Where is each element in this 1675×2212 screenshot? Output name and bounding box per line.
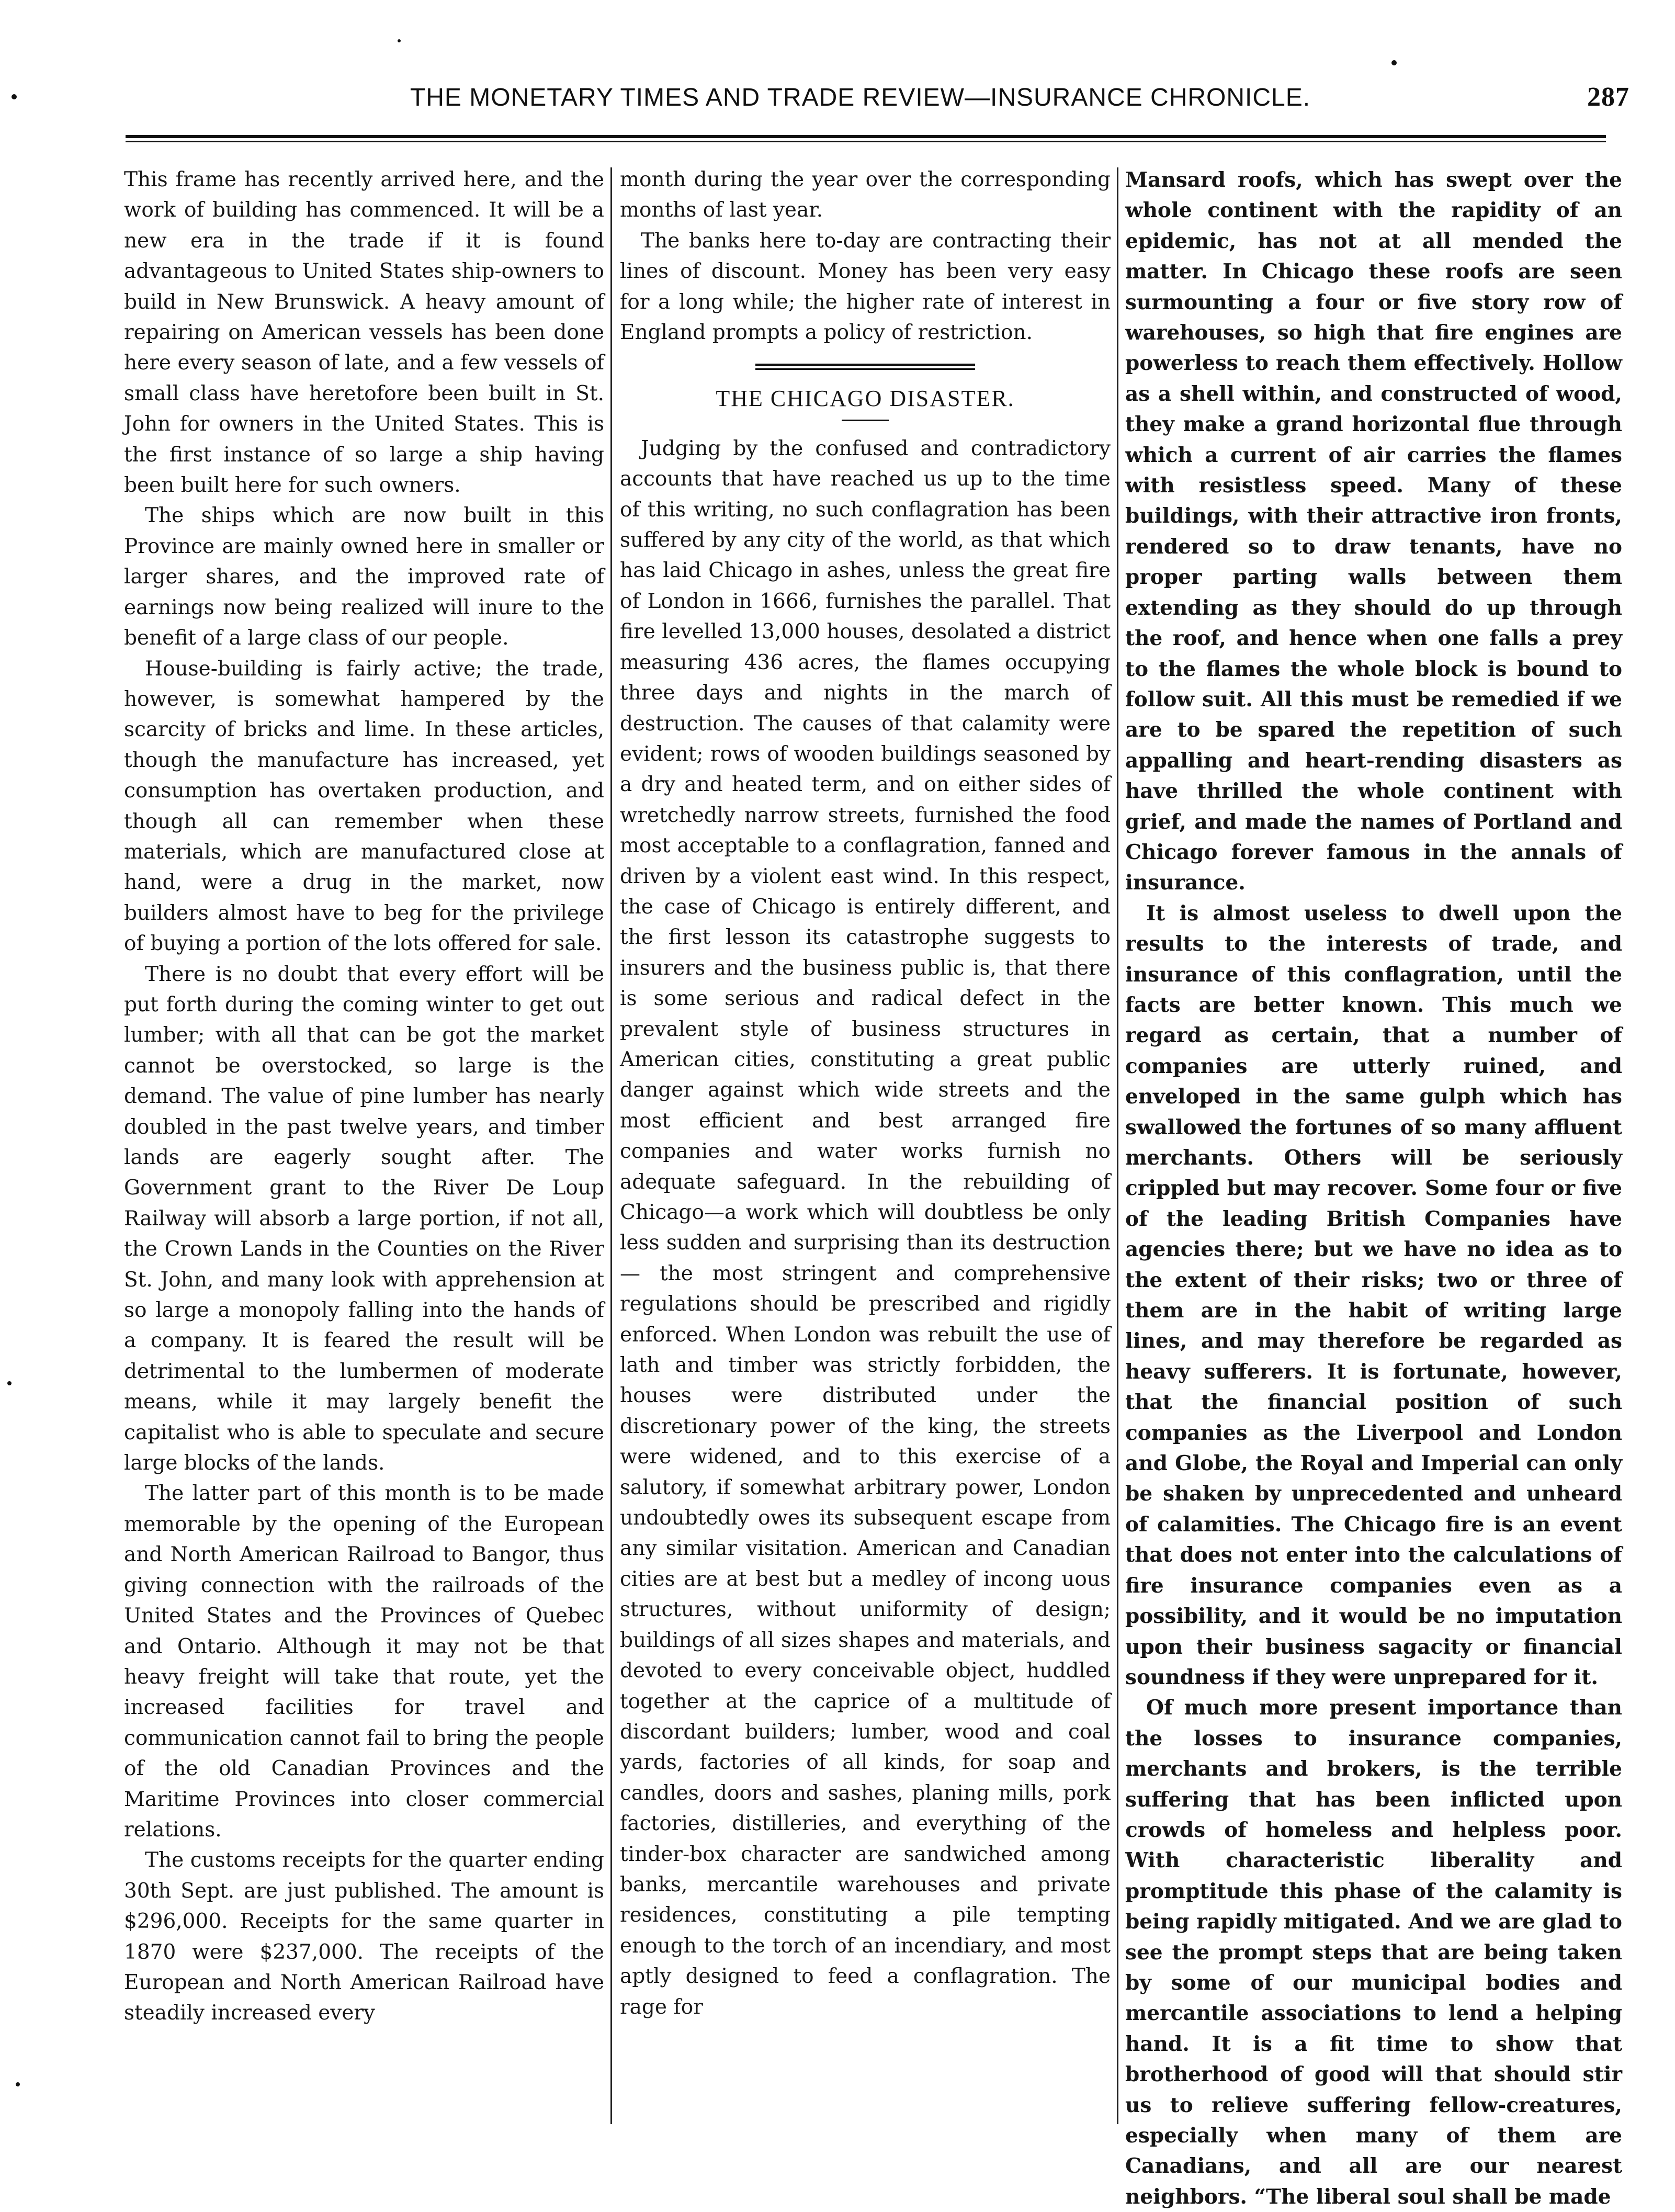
paragraph: The latter part of this month is to be made memorable by the opening of the European and North American Railroad to Bangor, thus giving connection with the railroads of the United States and the Provinces of Quebec and Ontario. Although it may not be that heavy freight will take that route, yet the increased facilities for travel and communication cannot fail to bring the people of the old Canadian Provinces and the Maritime Provinces into closer commercial relations. [124,1482,604,1842]
margin-speck [398,39,401,42]
column-2 [620,165,1111,2111]
paragraph: The banks here to-day are contracting their lines of discount. Money has been very easy for a long while; the higher rate of interest in England prompts a policy of restriction. [620,229,1111,345]
page-header [123,82,1629,112]
page-number: 287 [1587,82,1629,112]
paragraph: This frame has recently arrived here, and the work of building has commenced. It will be a new era in the trade if it is found advantageous to United States ship-owners to build in New Brunswick. A heavy amount of repairing on American vessels has been done here every season of late, and a few vessels of small class have heretofore been built in St. John for owners in the United States. This is the first instance of so large a ship having been built here for such owners. [124,168,604,498]
paragraph: month during the year over the corresponding months of last year. [620,168,1111,222]
paragraph: It is almost useless to dwell upon the results to the interests of trade, and insurance of this conflagration, until the facts are better known. This much we regard as certain, that a number of companies are utterly ruined, and enveloped in the same gulph which has swallowed the fortunes of so many affluent merchants. Others will be seriously crippled but may recover. Some four or five of the leading British Companies have agencies there; but we have no idea as to the extent of their risks; two or three of them are in the habit of writing large lines, and may therefore be regarded as heavy sufferers. It is fortunate, however, that the financial position of such companies as the Liverpool and London and Globe, the Royal and Imperial can only be shaken by unprecedented and unheard of calamities. The Chicago fire is an event that does not enter into the calculations of fire insurance companies even as a possibility, and it would be no imputation upon their business sagacity or financial soundness if they were unprepared for it. [1125,901,1622,1689]
section-title: THE CHICAGO DISASTER. [716,386,1015,412]
column-1 [124,165,604,2111]
paragraph: Of much more present importance than the losses to insurance companies, merchants and brokers, is the terrible suffering that has been inflicted upon crowds of homeless and helpless poor. With characteristic liberality and promptitude this phase of the calamity is being rapidly mitigated. And we are glad to see the prompt steps that are being taken by some of our municipal bodies and mercantile associations to lend a helping hand. It is a fit time to show that brotherhood of good will that should stir us to relieve suffering fellow-creatures, especially when many of them are Canadians, and all are our nearest neighbors. “The liberal soul shall be made [1125,1696,1622,2209]
margin-speck [12,94,17,99]
column-3 [1125,165,1622,2209]
paragraph: Judging by the confused and contradictory accounts that have reached us up to the time of this writing, no such conflagration has been suffered by any city of the world, as that which has laid Chicago in ashes, unless the great fire of London in 1666, furnishes the parallel. That fire levelled 13,000 houses, desolated a district measuring 436 acres, the flames occupying three days and nights in the march of destruction. The causes of that calamity were evident; rows of wooden buildings seasoned by a dry and heated term, and on either sides of wretchedly narrow streets, furnished the food most acceptable to a conflagration, fanned and driven by a violent east wind. In this respect, the case of Chicago is entirely different, and the first lesson its catastrophe suggests to insurers and the business public is, that there is some serious and radical defect in the prevalent style of business structures in American cities, constituting a great public danger against which wide streets and the most efficient and best arranged fire companies and water works furnish no adequate safeguard. In the rebuilding of Chicago—a work which will doubtless be only less sudden and surprising than its destruction — the most stringent and comprehensive regulations should be prescribed and rigidly enforced. When London was rebuilt the use of lath and timber was strictly forbidden, the houses were distributed under the discretionary power of the king, the streets were widened, and to this exercise of a salutory, if somewhat arbitrary power, London undoubtedly owes its subsequent escape from any similar visitation. American and Canadian cities are at best but a medley of incong uous structures, without uniformity of design; buildings of all sizes shapes and materials, and devoted to every conceivable object, huddled together at the caprice of a multitude of discordant builders; lumber, wood and coal yards, factories of all kinds, for soap and candles, doors and sashes, planing mills, pork factories, distilleries, and everything of the tinder-box character are sandwiched among banks, mercantile warehouses and private residences, constituting a pile tempting enough to the torch of an incendiary, and most aptly designed to feed a conflagration. The rage for [620,436,1111,2019]
header-title: THE MONETARY TIMES AND TRADE REVIEW—INSURANCE CHRONICLE. [410,84,1311,111]
header-rule [126,135,1606,142]
section-divider [755,364,975,370]
margin-speck [1391,60,1397,65]
paragraph: House-building is fairly active; the trade, however, is somewhat hampered by the scarcity of bricks and lime. In these articles, though the manufacture has increased, yet consumption has overtaken production, and though all can remember when these materials, which are manufactured close at hand, were a drug in the market, now builders almost have to beg for the privilege of buying a portion of the lots offered for sale. [124,657,604,956]
paragraph: Mansard roofs, which has swept over the whole continent with the rapidity of an epidemic, has not at all mended the matter. In Chicago these roofs are seen surmounting a four or five story row of warehouses, so high that fire engines are powerless to reach them effectively. Hollow as a shell within, and constructed of wood, they make a grand horizontal flue through which a current of air carries the flames with resistless speed. Many of these buildings, with their attractive iron fronts, rendered so to draw tenants, have no proper parting walls between them extending as they should do up through the roof, and hence when one falls a prey to the flames the whole block is bound to follow suit. All this must be remedied if we are to be spared the repetition of such appalling and heart-rending disasters as have thrilled the whole continent with grief, and made the names of Portland and Chicago forever famous in the annals of insurance. [1125,168,1622,895]
paragraph: The customs receipts for the quarter ending 30th Sept. are just published. The amount is $296,000. Receipts for the same quarter in 1870 were $237,000. The receipts of the European and North American Railroad have steadily increased every [124,1848,604,2025]
title-underline [842,420,889,421]
column-divider [1117,167,1118,2124]
paragraph: The ships which are now built in this Province are mainly owned here in smaller or larger shares, and the improved rate of earnings now being realized will inure to the benefit of a large class of our people. [124,504,604,650]
margin-speck [7,1381,12,1385]
paragraph: There is no doubt that every effort will be put forth during the coming winter to get out lumber; with all that can be got the market cannot be overstocked, so large is the demand. The value of pine lumber has nearly doubled in the past twelve years, and timber lands are eagerly sought after. The Government grant to the River De Loup Railway will absorb a large portion, if not all, the Crown Lands in the Counties on the River St. John, and many look with apprehension at so large a monopoly falling into the hands of a company. It is feared the result will be detrimental to the lumbermen of moderate means, while it may largely benefit the capitalist who is able to speculate and secure large blocks of the lands. [124,962,604,1475]
column-divider [610,167,612,2124]
margin-speck [16,2082,20,2086]
